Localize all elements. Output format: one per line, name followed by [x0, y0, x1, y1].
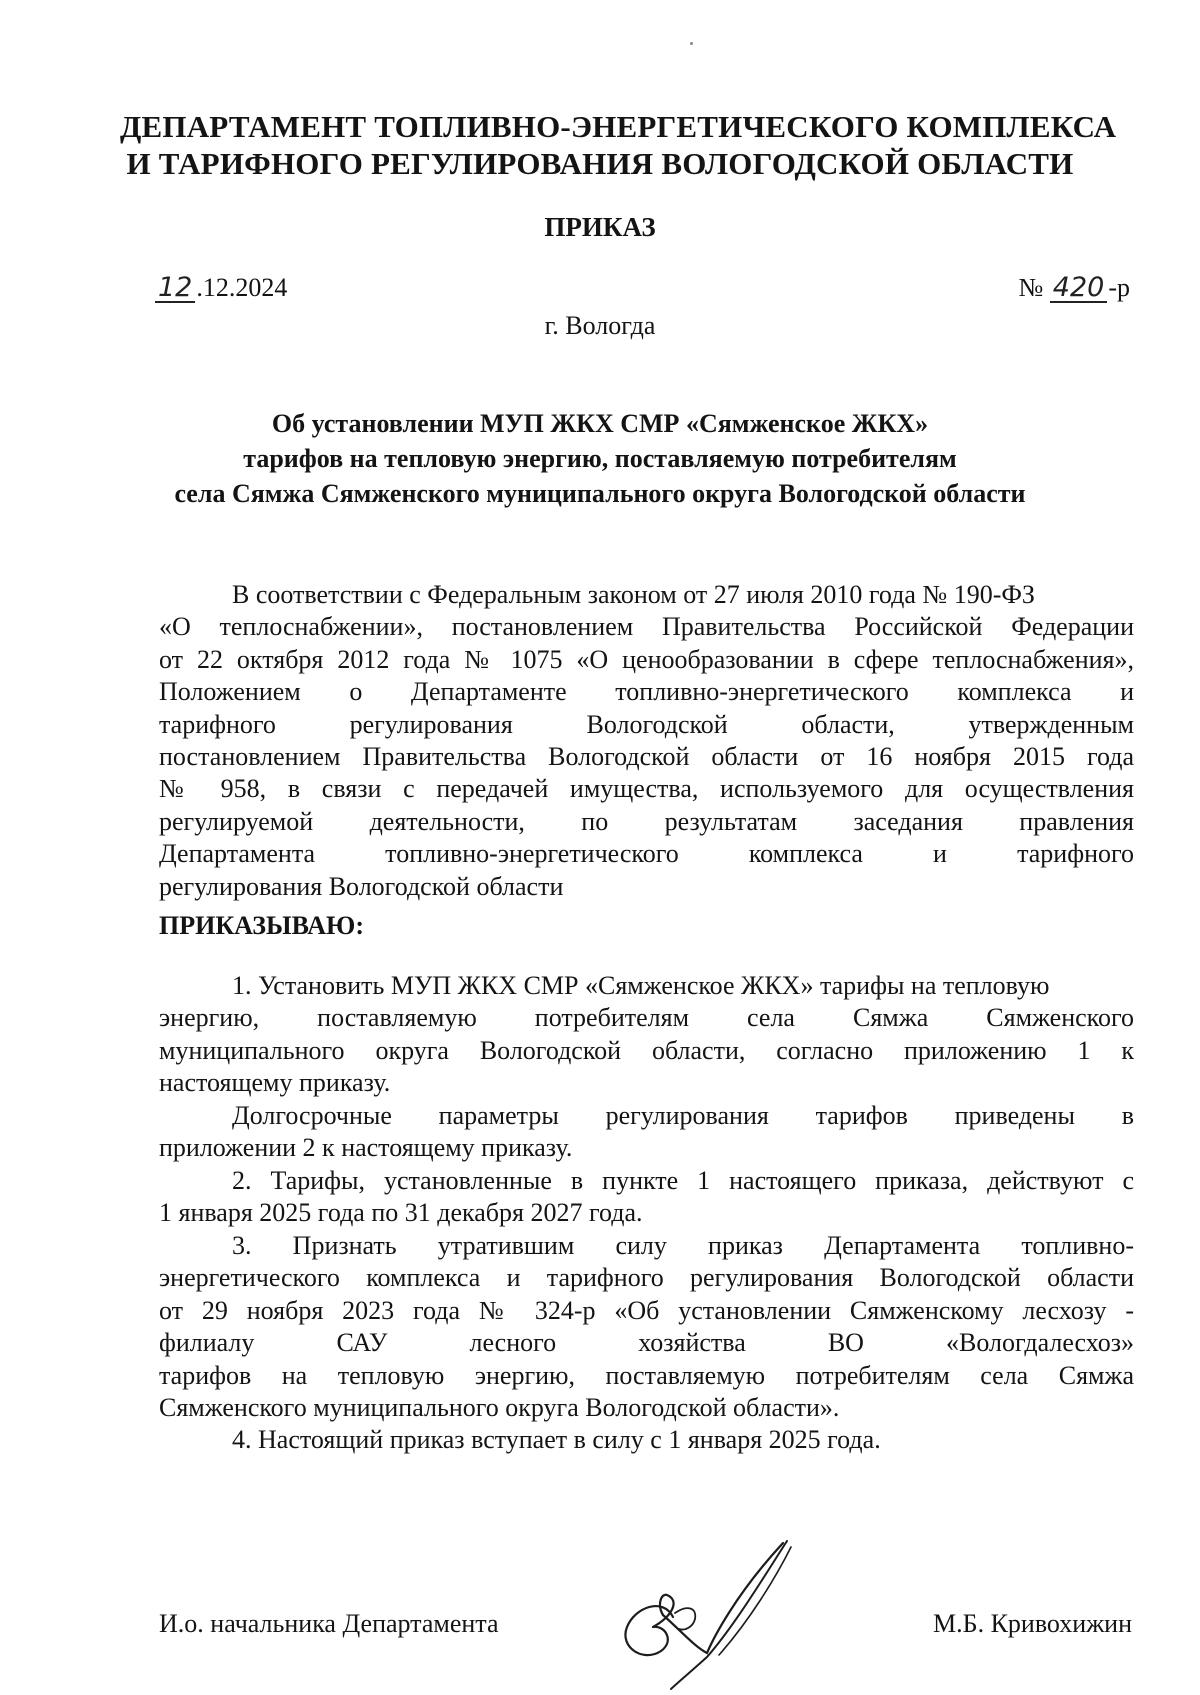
department-line-2: И ТАРИФНОГО РЕГУЛИРОВАНИЯ ВОЛОГОДСКОЙ ОБЛАСТИ: [126, 146, 1074, 181]
item-line: от 29 ноября 2023 года № 324-р «Об установлении Сямженскому лесхозу -: [159, 1295, 1134, 1325]
department-header: [120, 108, 1117, 182]
item-line: энергетического комплекса и тарифного регулирования Вологодской области: [159, 1263, 1134, 1293]
item-line: филиалу САУ лесного хозяйства ВО «Вологдалесхоз»: [159, 1328, 1134, 1358]
subject-line-2: тарифов на тепловую энергию, поставляемую потребителям: [243, 444, 957, 473]
item-line: тарифов на тепловую энергию, поставляемую потребителям села Сямжа: [159, 1360, 1134, 1390]
city: г. Вологда: [544, 311, 656, 340]
scan-speck: [690, 42, 693, 45]
preamble-line: Положением о Департаменте топливно-энергетического комплекса и: [159, 677, 1134, 707]
item-line: Сямженского муниципального округа Вологодской области».: [159, 1393, 840, 1423]
number-suffix: -р: [1108, 273, 1130, 302]
department-line-1: ДЕПАРТАМЕНТ ТОПЛИВНО-ЭНЕРГЕТИЧЕСКОГО КОМПЛЕКСА: [120, 109, 1117, 144]
preamble-line: «О теплоснабжении», постановлением Правительства Российской Федерации: [159, 612, 1134, 642]
item-1: [159, 970, 1134, 1100]
item-line: 3. Признать утратившим силу приказ Департамента топливно-: [232, 1231, 1134, 1260]
handwritten-number: 420: [1050, 275, 1108, 303]
preamble-line: постановлением Правительства Вологодской области от 16 ноября 2015 года: [159, 742, 1134, 772]
preamble-line: В соответствии с Федеральным законом от 27 июля 2010 года № 190-ФЗ: [232, 580, 1035, 609]
decree-word: ПРИКАЗЫВАЮ:: [159, 911, 364, 940]
subject-line-3: села Сямжа Сямженского муниципального округа Вологодской области: [174, 479, 1026, 508]
preamble-line: регулируемой деятельности, по результатам заседания правления: [159, 806, 1134, 836]
item-line: муниципального округа Вологодской области, согласно приложению 1 к: [159, 1035, 1134, 1065]
item-line: 4. Настоящий приказ вступает в силу с 1 января 2025 года.: [232, 1425, 881, 1454]
preamble-line: от 22 октября 2012 года № 1075 «О ценообразовании в сфере теплоснабжения»,: [159, 644, 1134, 674]
item-line: 1 января 2025 года по 31 декабря 2027 года.: [159, 1198, 643, 1228]
signatory-name: М.Б. Кривохижин: [933, 1609, 1132, 1638]
date-rest: .12.2024: [196, 273, 288, 302]
preamble-line: Департамента топливно-энергетического комплекса и тарифного: [159, 839, 1134, 869]
order-number: [1018, 272, 1130, 304]
item-line: Долгосрочные параметры регулирования тарифов приведены в: [232, 1101, 1134, 1130]
signatory-title: И.о. начальника Департамента: [159, 1609, 499, 1638]
subject-line-1: Об установлении МУП ЖКХ СМР «Сямженское ЖКХ»: [271, 409, 929, 438]
handwritten-signature: [615, 1535, 805, 1690]
handwritten-day: 12: [155, 275, 195, 303]
preamble-line: регулирования Вологодской области: [159, 871, 564, 901]
item-3: [159, 1230, 1134, 1424]
preamble-paragraph: [159, 579, 1134, 903]
number-prefix: №: [1018, 273, 1050, 302]
preamble-line: № 958, в связи с передачей имущества, используемого для осуществления: [159, 774, 1134, 804]
item-line: настоящему приказу.: [159, 1068, 391, 1098]
item-1-parameters: [159, 1100, 1134, 1165]
item-line: приложении 2 к настоящему приказу.: [159, 1133, 573, 1163]
preamble-line: тарифного регулирования Вологодской области, утвержденным: [159, 709, 1134, 739]
order-date: [155, 272, 287, 304]
order-title: ПРИКАЗ: [544, 212, 656, 242]
item-line: 2. Тарифы, установленные в пункте 1 настоящего приказа, действуют с: [232, 1166, 1134, 1195]
item-2: [159, 1165, 1134, 1230]
item-line: энергию, поставляемую потребителям села Сямжа Сямженского: [159, 1003, 1134, 1033]
order-subject: [120, 406, 1080, 511]
item-line: 1. Установить МУП ЖКХ СМР «Сямженское ЖКХ» тарифы на тепловую: [232, 971, 1050, 1000]
item-4: [159, 1424, 1134, 1456]
